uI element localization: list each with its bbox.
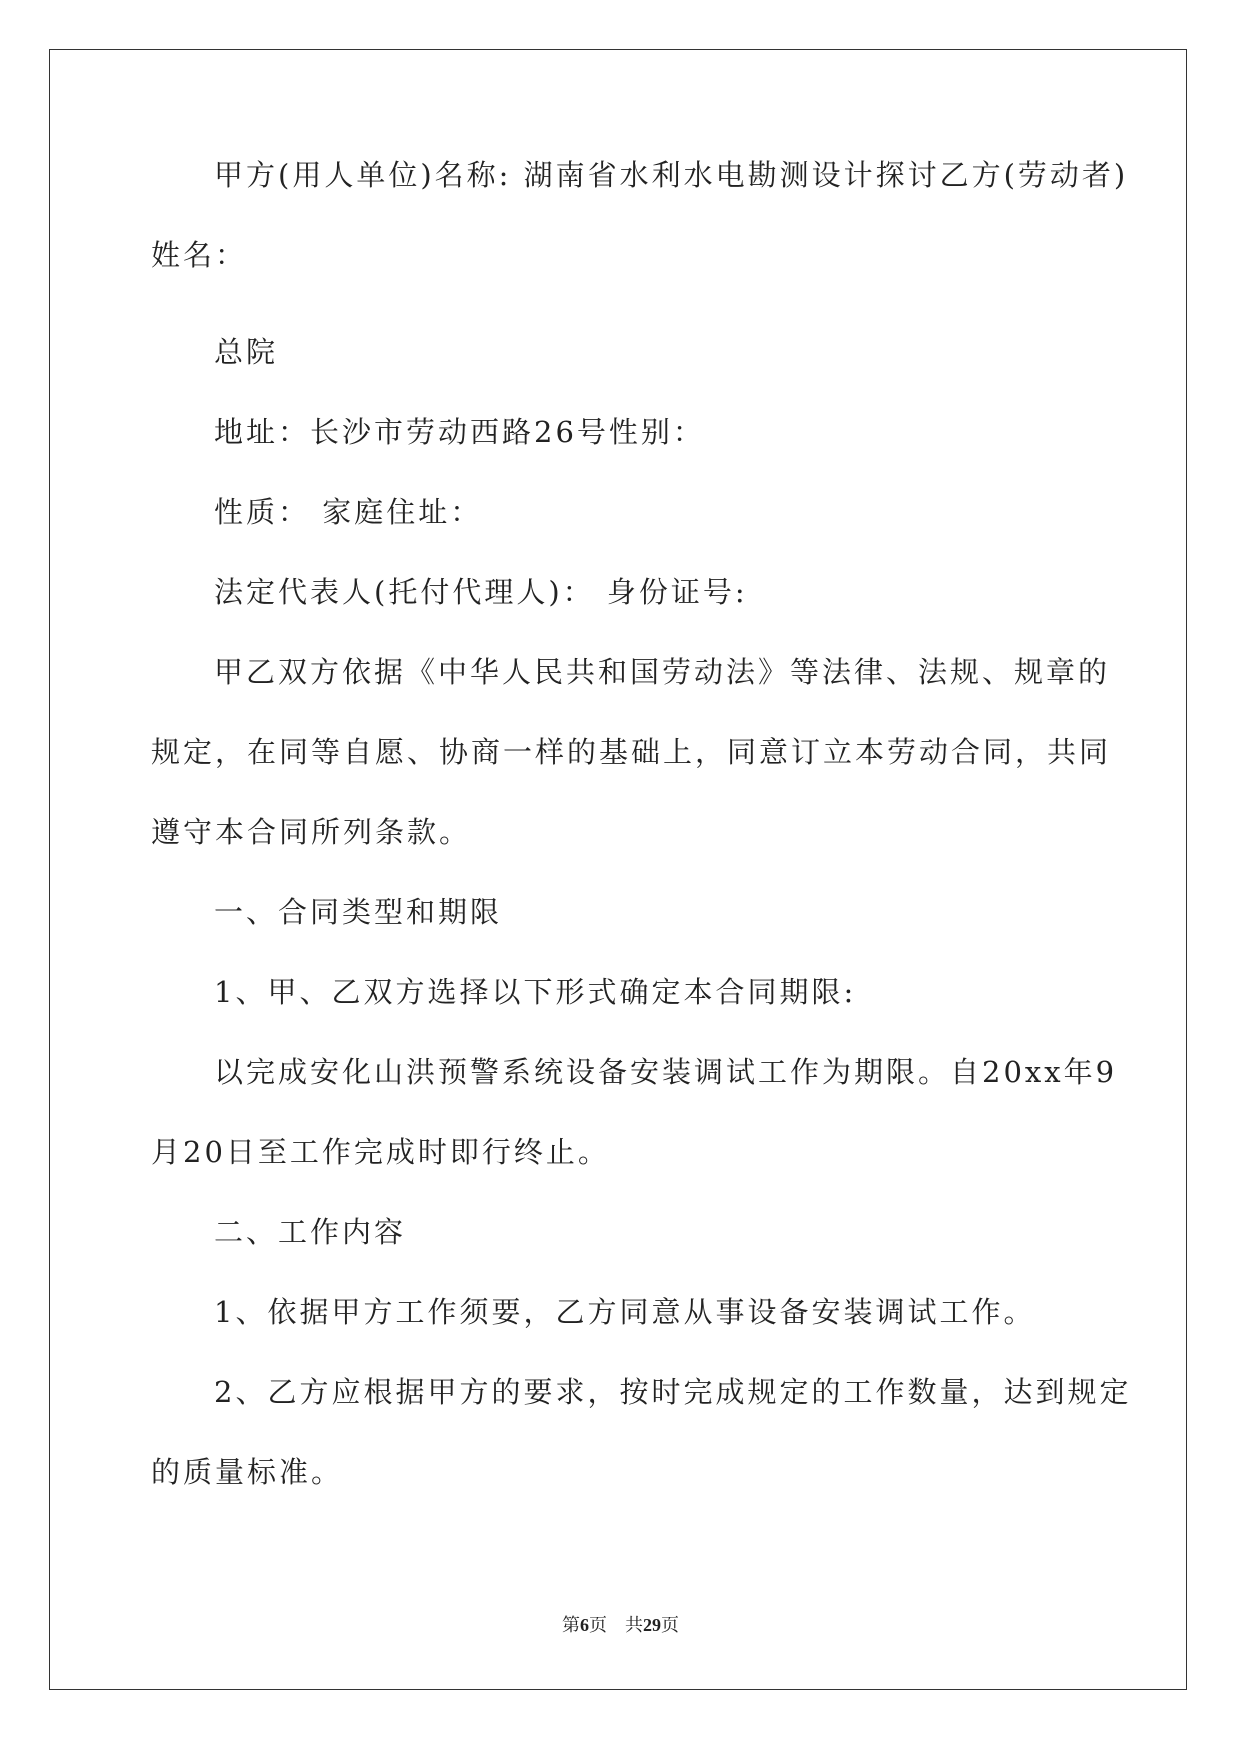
clause-2-2-line-1: 2、乙方应根据甲方的要求，按时完成规定的工作数量，达到规定 (214, 1375, 1132, 1409)
page-number: 6 (580, 1615, 589, 1635)
page-border (49, 49, 1187, 1690)
legal-rep-line: 法定代表人(托付代理人)： 身份证号: (214, 575, 748, 609)
footer-total-prefix: 共 (625, 1615, 643, 1635)
clause-2-2-line-2: 的质量标准。 (151, 1455, 344, 1489)
term-line-2: 月20日至工作完成时即行终止。 (151, 1135, 610, 1169)
nature-line: 性质： 家庭住址： (214, 495, 483, 529)
section-1-heading: 一、合同类型和期限 (214, 895, 503, 929)
preamble-line-2: 规定，在同等自愿、协商一样的基础上，同意订立本劳动合同，共同 (151, 735, 1112, 769)
clause-2-1: 1、依据甲方工作须要，乙方同意从事设备安装调试工作。 (214, 1295, 1036, 1329)
address-line: 地址：长沙市劳动西路26号性别： (214, 415, 705, 449)
clause-1-1: 1、甲、乙双方选择以下形式确定本合同期限: (214, 975, 857, 1009)
preamble-line-3: 遵守本合同所列条款。 (151, 815, 472, 849)
total-pages: 29 (643, 1615, 661, 1635)
preamble-line-1: 甲乙双方依据《中华人民共和国劳动法》等法律、法规、规章的 (214, 655, 1111, 689)
footer-page-unit: 页 (589, 1615, 607, 1635)
section-2-heading: 二、工作内容 (214, 1215, 407, 1249)
footer-prefix: 第 (562, 1615, 580, 1635)
page-footer (0, 1611, 1241, 1637)
party-b-name-line: 姓名： (151, 238, 248, 272)
term-line-1: 以完成安化山洪预警系统设备安装调试工作为期限。自20xx年9 (214, 1055, 1118, 1089)
party-a-name-line: 甲方(用人单位)名称: 湖南省水利水电勘测设计探讨乙方(劳动者) (214, 158, 1129, 192)
party-a-name-continued: 总院 (214, 335, 279, 369)
footer-total-unit: 页 (661, 1615, 679, 1635)
